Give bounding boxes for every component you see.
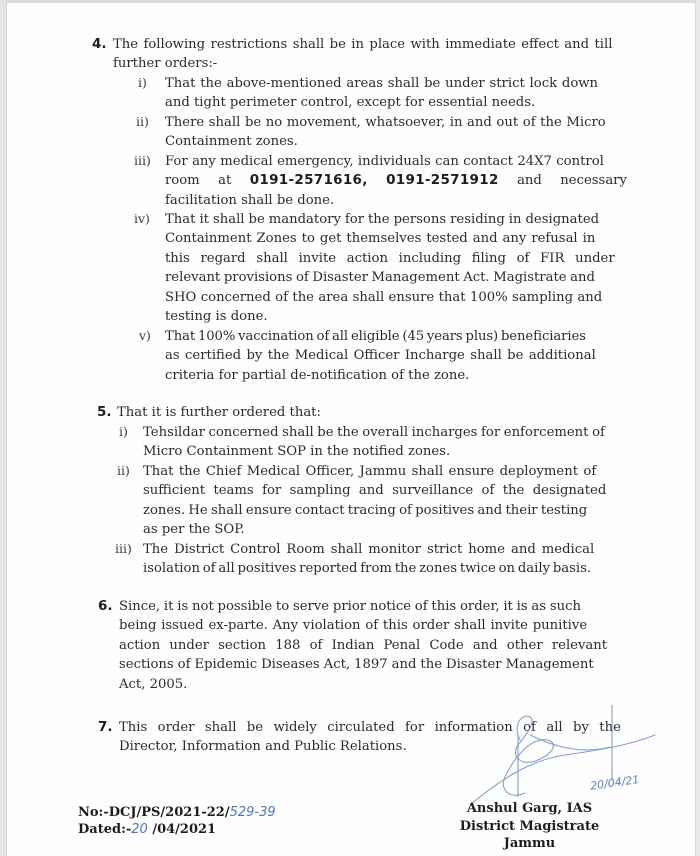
reference-date <box>78 822 216 837</box>
item-number: 6. <box>98 598 113 614</box>
text-word: necessary <box>560 173 627 189</box>
text-line: action under section 188 of Indian Penal Code and other relevant <box>119 637 608 653</box>
text-line: Micro Containment SOP in the notified zones. <box>143 444 451 460</box>
page-right-border <box>695 0 700 856</box>
text-line: For any medical emergency, individuals can contact 24X7 control <box>165 154 604 169</box>
subitem-4-ii <box>165 113 627 152</box>
phone-line <box>165 171 627 190</box>
control-room-phone-2: 0191-2571912 <box>386 172 499 189</box>
date-day-handwritten: 20 <box>131 822 148 837</box>
text-line: That it is further ordered that: <box>117 405 321 420</box>
text-line: That 100% vaccination of all eligible (45 years plus) beneficiaries <box>165 329 586 344</box>
item-number: 5. <box>97 404 112 420</box>
text-line: That the Chief Medical Officer, Jammu shall ensure deployment of <box>143 464 597 479</box>
text-line: zones. He shall ensure contact tracing of positives and their testing <box>143 502 588 518</box>
text-line: as per the SOP. <box>143 522 245 538</box>
text-line: testing is done. <box>165 309 268 325</box>
page-left-border <box>0 0 7 856</box>
text-line: this regard shall invite action including filing of FIR under <box>165 250 615 266</box>
date-suffix: /04/2021 <box>147 822 217 837</box>
text-line: That the above-mentioned areas shall be under strict lock down <box>165 76 599 91</box>
subitem-4-iv <box>165 210 627 326</box>
subitem-numeral: i) <box>138 75 147 90</box>
subitem-numeral: ii) <box>117 463 130 478</box>
date-prefix: Dated:- <box>78 822 132 837</box>
item-text <box>113 35 627 74</box>
signatory-designation: District Magistrate <box>459 818 600 834</box>
text-line: Tehsildar concerned shall be the overall incharges for enforcement of <box>143 425 605 440</box>
text-line: further orders:- <box>113 56 218 72</box>
text-line: The following restrictions shall be in place with immediate effect and till <box>113 37 613 52</box>
subitem-numeral: iii) <box>134 153 151 168</box>
signatory-location: Jammu <box>503 836 556 851</box>
text-line: and tight perimeter control, except for essential needs. <box>165 95 536 111</box>
text-line: Director, Information and Public Relations. <box>119 739 407 755</box>
text-line: The District Control Room shall monitor strict home and medical <box>143 542 595 557</box>
text-line: There shall be no movement, whatsoever, in and out of the Micro <box>165 115 606 130</box>
reference-number-handwritten: 529-39 <box>229 805 276 820</box>
subitem-4-i <box>165 74 627 113</box>
subitem-5-i <box>143 423 627 462</box>
subitem-numeral: ii) <box>136 114 149 129</box>
text-line: isolation of all positives reported from the zones twice on daily basis. <box>143 561 592 577</box>
text-line: Containment zones. <box>165 134 298 150</box>
subitem-numeral: iii) <box>115 541 132 556</box>
subitem-4-v <box>165 327 627 385</box>
reference-number-prefix: No:-DCJ/PS/2021-22/ <box>78 805 230 820</box>
text-word: at <box>218 173 232 189</box>
signatory-block <box>447 800 612 853</box>
reference-number <box>78 805 276 820</box>
item-text <box>117 403 627 422</box>
text-line: as certified by the Medical Officer Incharge shall be additional <box>165 348 596 364</box>
text-word: and <box>517 173 542 189</box>
text-line: Act, 2005. <box>119 676 188 692</box>
text-word: room <box>165 173 200 189</box>
subitem-numeral: v) <box>139 328 151 343</box>
signature-image <box>470 705 660 810</box>
text-line: facilitation shall be done. <box>165 192 335 208</box>
subitem-5-ii <box>143 462 627 540</box>
text-line: Since, it is not possible to serve prior notice of this order, it is as such <box>119 599 581 614</box>
text-line: sufficient teams for sampling and surveillance of the designated <box>143 483 607 499</box>
text-line: sections of Epidemic Diseases Act, 1897 and the Disaster Management <box>119 657 594 673</box>
signature-date: 20/04/21 <box>589 772 641 793</box>
subitem-5-iii <box>143 540 627 579</box>
text-line: criteria for partial de-notification of the zone. <box>165 367 470 383</box>
item-number: 4. <box>92 36 107 52</box>
item-number: 7. <box>98 719 113 735</box>
subitem-4-iii <box>165 152 627 210</box>
text-line: Containment Zones to get themselves tested and any refusal in <box>165 231 596 247</box>
item-text <box>119 597 627 694</box>
text-line: SHO concerned of the area shall ensure that 100% sampling and <box>165 289 603 305</box>
signatory-name: Anshul Garg, IAS <box>466 801 593 816</box>
text-line: relevant provisions of Disaster Management Act. Magistrate and <box>165 270 595 286</box>
control-room-phone-1: 0191-2571616, <box>249 172 368 189</box>
text-line: That it shall be mandatory for the persons residing in designated <box>165 212 600 227</box>
text-line: being issued ex-parte. Any violation of this order shall invite punitive <box>119 618 588 634</box>
subitem-numeral: iv) <box>134 211 150 226</box>
text-line: This order shall be widely circulated for information of all by the <box>119 720 621 735</box>
subitem-numeral: i) <box>119 424 128 439</box>
